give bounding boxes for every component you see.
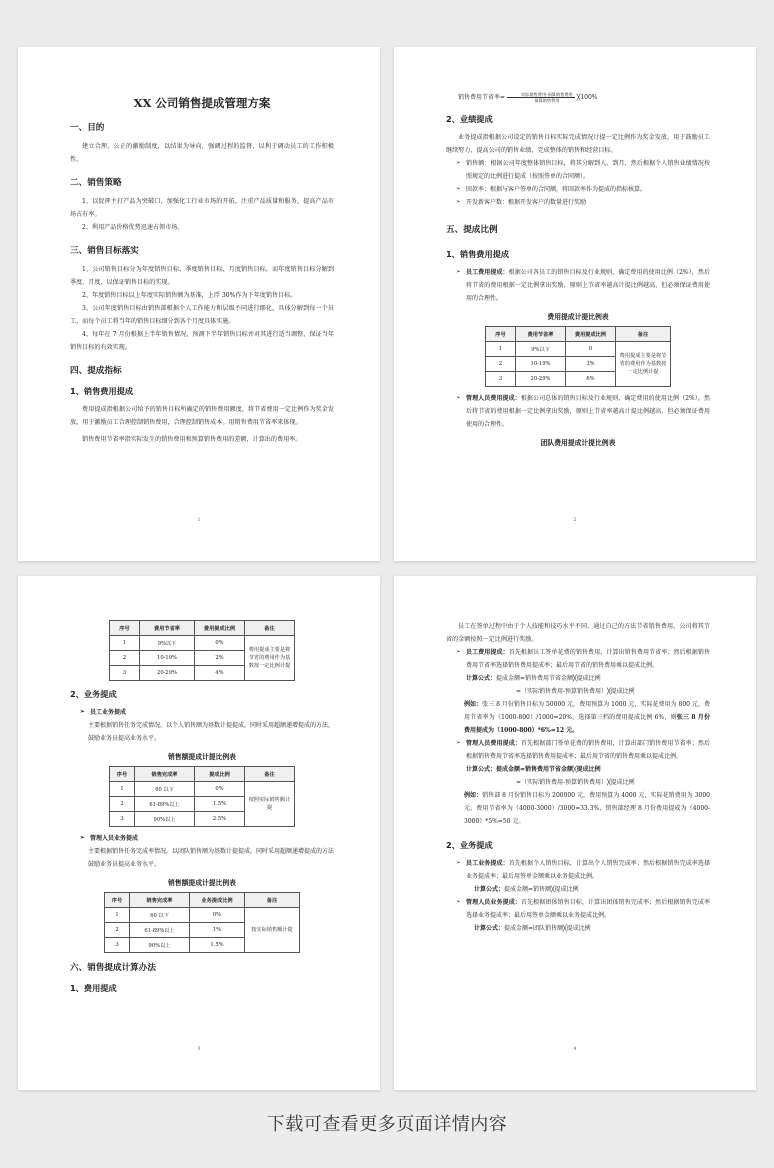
table-cell: 90%以上 — [130, 938, 190, 953]
table-note: 按照实际销售额计提 — [245, 782, 295, 827]
table-cell: 60 以下 — [135, 782, 195, 797]
formula — [446, 763, 710, 776]
table-cell: 1% — [190, 923, 245, 938]
table-header: 提成比例 — [195, 767, 245, 782]
table-header: 费用节省率 — [140, 621, 195, 636]
section-heading: 二、销售策略 — [70, 178, 122, 188]
table-header: 备注 — [245, 767, 295, 782]
table-header-row — [105, 893, 300, 908]
bullet-text: 首先根据员工签单花费的销售费用，计算出销售费用节省率；然后根据销售费用节省率选择销售费用提成率；最后用节省的销售费用乘以提成比例。 — [466, 649, 710, 669]
bullet-item — [446, 266, 710, 305]
subsection-heading: 1、销售费用提成 — [70, 386, 134, 396]
table-cell: 3% — [566, 357, 616, 372]
table-cell: 2.5% — [195, 812, 245, 827]
expense-commission-table — [485, 326, 671, 387]
table-header: 备注 — [245, 893, 300, 908]
paragraph: 3、公司年度销售目标由销售部根据个人工作能力和层级不同进行细化，具体分解到每一个员工，而每个员工将当年的销售目标细分到各个月度具体实施。 — [70, 305, 334, 325]
bullet-item — [446, 896, 710, 922]
table-cell: 0% — [195, 636, 245, 651]
bullet-label: 员工业务提成： — [466, 860, 509, 867]
table-cell: 0% — [190, 908, 245, 923]
table-cell: 2 — [105, 923, 130, 938]
table-caption: 团队费用提成计提比例表 — [540, 439, 616, 447]
sales-commission-table-manager — [104, 892, 300, 953]
table-header: 业务提成比例 — [190, 893, 245, 908]
paragraph: 费用提成指根据公司给予的销售目标所确定的销售费用额度，将节省费用一定比例作为奖金发放，用于激励员工合理控制销售费用，合理控制销售成本。用销售费用节省率来体现。 — [70, 406, 334, 426]
bullet-item: ➢ 回款率：根据与客户签单的合同额，将回款率作为提成的指标核算。 — [446, 183, 710, 196]
bullet-text: 根据公司各员工的销售目标及行业规则，确定费用的使用比例（2%），然后将节省的费用根据一定比例拿出奖励，原则上节省率越高计提比例越高，但必须保证费用使用的合理性。 — [466, 269, 710, 302]
bullet-item: ➢ 开发新客户数：根据开发客户的数量进行奖励 — [446, 196, 710, 209]
subsection-heading: 1、销售费用提成 — [446, 249, 510, 259]
section-heading: 三、销售目标落实 — [70, 246, 139, 256]
document-page-1 — [18, 47, 380, 561]
table-cell: 1.5% — [195, 797, 245, 812]
table-header-row — [486, 327, 671, 342]
bullet-item: ➢ 销售额：根据公司年度整体销售目标，将其分解到人、到月，然后根据个人销售业绩情况按照规定的比例进行提成（按照签单的合同额）。 — [446, 157, 710, 183]
formula-text: 提成金额=销售费用节省金额╳提成比例 — [496, 766, 601, 773]
table-cell: 90%以上 — [135, 812, 195, 827]
table-header: 销售完成率 — [135, 767, 195, 782]
table-cell: 20-29% — [516, 372, 566, 387]
formula-line: =（实际销售费用-预算销售费用）╳提成比例 — [516, 688, 635, 695]
bullet-item: ➢ 管理人员业务提成 — [70, 832, 334, 845]
table-header-row — [110, 767, 295, 782]
document-page-2 — [394, 47, 756, 561]
paragraph: 主要根据销售任务完成情况，以个人销售额为基数计提提成，同时采用超额递增提成的方法，鼓励业务员提高业务水平。 — [88, 722, 335, 742]
table-cell: 61-89%以上 — [135, 797, 195, 812]
bullet-text: 首先根据个人销售目标，计算出个人销售完成率；然后根据销售完成率选择业务提成率；最后用签单金额乘以业务提成比例。 — [466, 860, 710, 880]
table-header-row — [110, 621, 295, 636]
paragraph: 员工在签单过程中由于个人技能和技巧水平不同，通过自己的方法节省销售费用，公司将其节省的金额按照一定比例进行奖励。 — [446, 623, 710, 643]
document-page-4 — [394, 576, 756, 1090]
paragraph: 4、每年在 7 月份根据上半年销售情况，预测下半年销售目标并对其进行适当调整，保证当年销售目标的有效实现。 — [70, 331, 334, 351]
example-label: 例如： — [464, 701, 483, 708]
paragraph: 2、利用产品价格优势迅速占领市场。 — [82, 224, 184, 231]
table-header: 序号 — [110, 767, 135, 782]
table-header: 费用节省率 — [516, 327, 566, 342]
table-cell: 10-19% — [140, 651, 195, 666]
example-label: 例如： — [464, 792, 483, 799]
table-cell: 9%以下 — [140, 636, 195, 651]
formula — [446, 922, 710, 935]
team-expense-commission-table — [109, 620, 295, 681]
bullet-text: 首先根据部门签单花费的销售费用，计算出部门销售费用节省率；然后根据销售费用节省率选择销售费用提成率；最后用节省的销售费用乘以提成比例。 — [466, 740, 710, 760]
example-text: 销售部 8 月份销售目标为 200000 元，费用预算为 4000 元，实际花销费用为 3000 元，费用节省率为（4000-3000）/3000=33.3%，销售部经理 8 月份费用提成为（4000-3000）*5%=50 元。 — [464, 792, 710, 825]
bullet-item — [446, 857, 710, 883]
document-page-3 — [18, 576, 380, 1090]
subsection-heading: 2、业务提成 — [446, 840, 493, 850]
download-prompt-text[interactable]: 下载可查看更多页面详情内容 — [266, 1114, 508, 1135]
formula-label: 计算公式： — [466, 766, 497, 773]
formula-label: 计算公式： — [466, 675, 497, 682]
table-header: 费用提成比例 — [195, 621, 245, 636]
table-caption: 费用提成计提比例表 — [547, 313, 609, 321]
subsection-heading: 1、费用提成 — [70, 983, 117, 993]
table-header: 序号 — [486, 327, 516, 342]
formula-suffix: ╳100% — [576, 94, 598, 101]
table-cell: 10-19% — [516, 357, 566, 372]
bullet-text: 首先根据团体销售目标，计算出团体销售完成率；然后根据销售完成率选择业务提成率；最后用签单金额乘以业务提成比例。 — [466, 899, 710, 919]
paragraph: 建立合理、公正的激励制度，以结果为导向，强调过程的监督，以利于调动员工的工作积极性。 — [70, 143, 334, 163]
page-number: 4 — [573, 1046, 577, 1052]
page-number: 1 — [197, 517, 201, 523]
table-cell: 3 — [105, 938, 130, 953]
example-text: 张三 8 月份销售目标为 50000 元，费用预算为 1000 元，实际花费用为 800 元，费用节省率为（1000-800）/1000=20%，选择第三档的费用提成比例 6%，则 — [464, 701, 710, 721]
fraction — [507, 92, 575, 103]
bullet-text: 根据公司总体的销售目标及行业规则，确定费用的使用比例（2%），然后将节省的费用根据一定比例拿出奖励，原则上节省率越高计提比例越高，但必须保证费用使用的合理性。 — [466, 395, 710, 428]
table-header: 备注 — [616, 327, 671, 342]
sales-commission-table-staff — [109, 766, 295, 827]
table-header: 序号 — [105, 893, 130, 908]
fraction-numerator: 实际销售费用-预算销售费用 — [507, 92, 575, 98]
table-cell: 9%以下 — [516, 342, 566, 357]
table-header: 备注 — [245, 621, 295, 636]
bullet-label: 员工费用提成： — [466, 269, 509, 276]
formula-text: 提成金额=销售额╳提成比例 — [504, 886, 579, 893]
bullet-label: 管理人员费用提成： — [466, 740, 521, 747]
formula-label: 计算公式： — [474, 925, 505, 932]
table-row — [110, 782, 295, 797]
table-cell: 60 以下 — [130, 908, 190, 923]
bullet-label: 员工费用提成： — [466, 649, 509, 656]
paragraph: 业务提成指根据公司设定的销售目标实际完成情况计提一定比例作为奖金发放，用于鼓励员工继续努力，提高公司的销售业绩，完成整体的销售和经营目标。 — [446, 134, 710, 154]
example — [446, 698, 710, 737]
table-cell: 2 — [486, 357, 516, 372]
table-cell: 2 — [110, 797, 135, 812]
table-cell: 1 — [110, 636, 140, 651]
bullet-label: 管理人员业务提成： — [466, 899, 521, 906]
formula-label: 销售费用节省率= — [458, 94, 506, 101]
bullet-label: 管理人员费用提成： — [466, 395, 521, 402]
table-header: 费用提成比例 — [566, 327, 616, 342]
table-cell: 3 — [110, 666, 140, 681]
table-cell: 6% — [566, 372, 616, 387]
table-cell: 1 — [486, 342, 516, 357]
table-row — [105, 908, 300, 923]
table-row — [110, 636, 295, 651]
table-cell: 2 — [110, 651, 140, 666]
formula-text: 提成金额=团队销售额╳提成比例 — [504, 925, 591, 932]
table-cell: 4% — [195, 666, 245, 681]
paragraph: 主要根据销售任务完成率情况，以团队销售额为基数计提提成，同时采用超额递增提成的方法鼓励业务员提高业务水平。 — [88, 848, 335, 868]
table-cell: 2% — [195, 651, 245, 666]
table-cell: 3 — [110, 812, 135, 827]
document-title: XX 公司销售提成管理方案 — [133, 96, 271, 110]
table-note: 费用提成主要是将节省的费用作为基数按一定比例计提 — [616, 342, 671, 387]
table-cell: 0 — [566, 342, 616, 357]
example — [446, 789, 710, 828]
section-heading: 一、目的 — [70, 123, 105, 133]
bullet-item — [446, 646, 710, 672]
paragraph: 1、公司销售目标分为年度销售目标、季度销售目标、月度销售目标，而年度销售目标分解到季度、月度，以保证销售目标的实现。 — [70, 266, 334, 286]
page-number: 3 — [197, 1046, 201, 1052]
section-heading: 五、提成比例 — [446, 225, 498, 235]
subsection-heading: 2、业绩提成 — [446, 114, 493, 124]
bullet-item: ➢ 员工业务提成 — [70, 706, 334, 719]
paragraph: 销售费用节省率指实际发生的销售费用和预算销售费用的差额，计算出的费用率。 — [82, 436, 302, 443]
paragraph: 1、以促挥主打产品为突破口，加强化工行业市场的开拓，注重产品质量和服务，提高产品市场占有率。 — [70, 198, 334, 218]
table-cell: 61-89%以上 — [130, 923, 190, 938]
table-cell: 20-29% — [140, 666, 195, 681]
table-cell: 1 — [105, 908, 130, 923]
paragraph: 2、年度销售目标以上年度实际销售额为基准，上浮 30%作为下年度销售目标。 — [82, 292, 297, 299]
table-caption: 销售额提成计提比例表 — [168, 879, 236, 887]
subsection-heading: 2、业务提成 — [70, 689, 117, 699]
table-row — [486, 342, 671, 357]
table-cell: 1 — [110, 782, 135, 797]
formula — [446, 672, 710, 685]
table-caption: 销售额提成计提比例表 — [168, 753, 236, 761]
table-note: 费用提成主要是将节省的费用作为基数按一定比例计提 — [245, 636, 295, 681]
bullet-item — [446, 737, 710, 763]
table-cell: 1.5% — [190, 938, 245, 953]
formula — [446, 91, 710, 104]
table-header: 销售完成率 — [130, 893, 190, 908]
table-header: 序号 — [110, 621, 140, 636]
formula-line: =（实际销售费用-预算销售费用）╳提成比例 — [516, 779, 635, 786]
fraction-denominator: 预算销售费用 — [534, 98, 560, 103]
table-note: 按实际销售额计提 — [245, 908, 300, 953]
formula-label: 计算公式： — [474, 886, 505, 893]
formula — [446, 883, 710, 896]
section-heading: 四、提成指标 — [70, 366, 122, 376]
table-cell: 3 — [486, 372, 516, 387]
example-result: 张三 8 月份费用提成为（1000-800）*6%=12 元。 — [464, 714, 710, 734]
bullet-item — [446, 392, 710, 431]
formula-text: 提成金额=销售费用节省金额╳提成比例 — [496, 675, 601, 682]
page-number: 2 — [573, 517, 577, 523]
table-cell: 0% — [195, 782, 245, 797]
section-heading: 六、销售提成计算办法 — [70, 963, 156, 973]
